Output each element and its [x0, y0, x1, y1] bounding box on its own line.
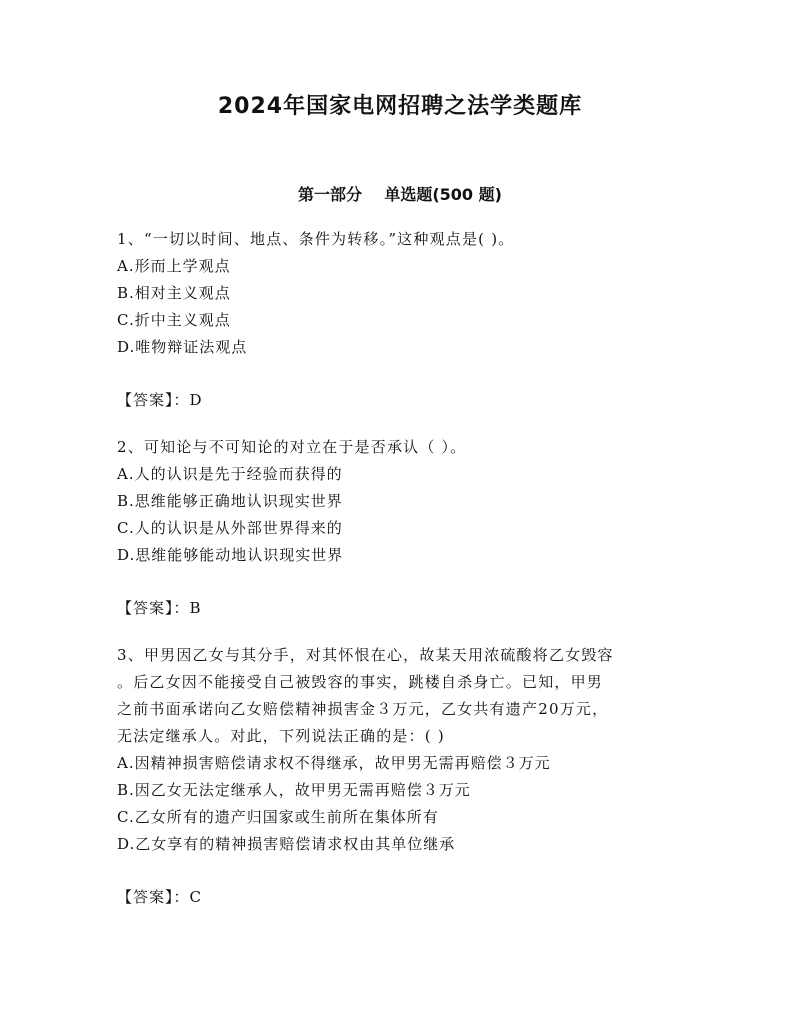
option-b: B.相对主义观点: [117, 284, 231, 302]
answer-label: 【答案】：: [117, 888, 190, 906]
option-b: B.思维能够正确地认识现实世界: [117, 492, 343, 510]
option-list: [117, 461, 697, 569]
option-c: C.乙女所有的遗产归国家或生前所在集体所有: [117, 808, 439, 826]
question-stem-line: 。后乙女因不能接受自己被毁容的事实，跳楼自杀身亡。已知，甲男: [117, 673, 604, 691]
option-a: A.人的认识是先于经验而获得的: [117, 465, 343, 483]
document-title: 2024年国家电网招聘之法学类题库: [217, 94, 583, 119]
question-2: [117, 434, 697, 622]
option-a: A.因精神损害赔偿请求权不得继承，故甲男无需再赔偿３万元: [117, 754, 551, 772]
option-list: [117, 253, 697, 361]
question-stem-line: 1、“一切以时间、地点、条件为转移。”这种观点是( )。: [117, 230, 515, 248]
option-b: B.因乙女无法定继承人，故甲男无需再赔偿３万元: [117, 781, 471, 799]
option-d: D.乙女享有的精神损害赔偿请求权由其单位继承: [117, 835, 456, 853]
option-a: A.形而上学观点: [117, 257, 231, 275]
option-d: D.唯物辩证法观点: [117, 338, 248, 356]
answer-line: [117, 387, 697, 414]
question-stem: [117, 434, 697, 461]
answer-line: [117, 595, 697, 622]
answer-label: 【答案】：: [117, 599, 190, 617]
answer-value: C: [189, 888, 201, 906]
option-d: D.思维能够能动地认识现实世界: [117, 546, 344, 564]
answer-value: D: [189, 391, 202, 409]
question-stem-line: 2、可知论与不可知论的对立在于是否承认（ ）。: [117, 438, 467, 456]
question-stem-line: 3、甲男因乙女与其分手，对其怀恨在心，故某天用浓硫酸将乙女毁容: [117, 646, 614, 664]
question-stem-line: 之前书面承诺向乙女赔偿精神损害金３万元，乙女共有遗产20万元，: [117, 700, 609, 718]
question-3: [117, 642, 697, 911]
question-list: [117, 226, 697, 931]
section-title: 第一部分 单选题(500 题): [298, 185, 502, 204]
answer-label: 【答案】：: [117, 391, 190, 409]
question-1: [117, 226, 697, 414]
option-c: C.人的认识是从外部世界得来的: [117, 519, 343, 537]
option-list: [117, 750, 697, 858]
answer-value: B: [189, 599, 201, 617]
question-stem: [117, 642, 697, 750]
option-c: C.折中主义观点: [117, 311, 231, 329]
question-stem-line: 无法定继承人。对此，下列说法正确的是：( ): [117, 727, 445, 745]
answer-line: [117, 884, 697, 911]
question-stem: [117, 226, 697, 253]
